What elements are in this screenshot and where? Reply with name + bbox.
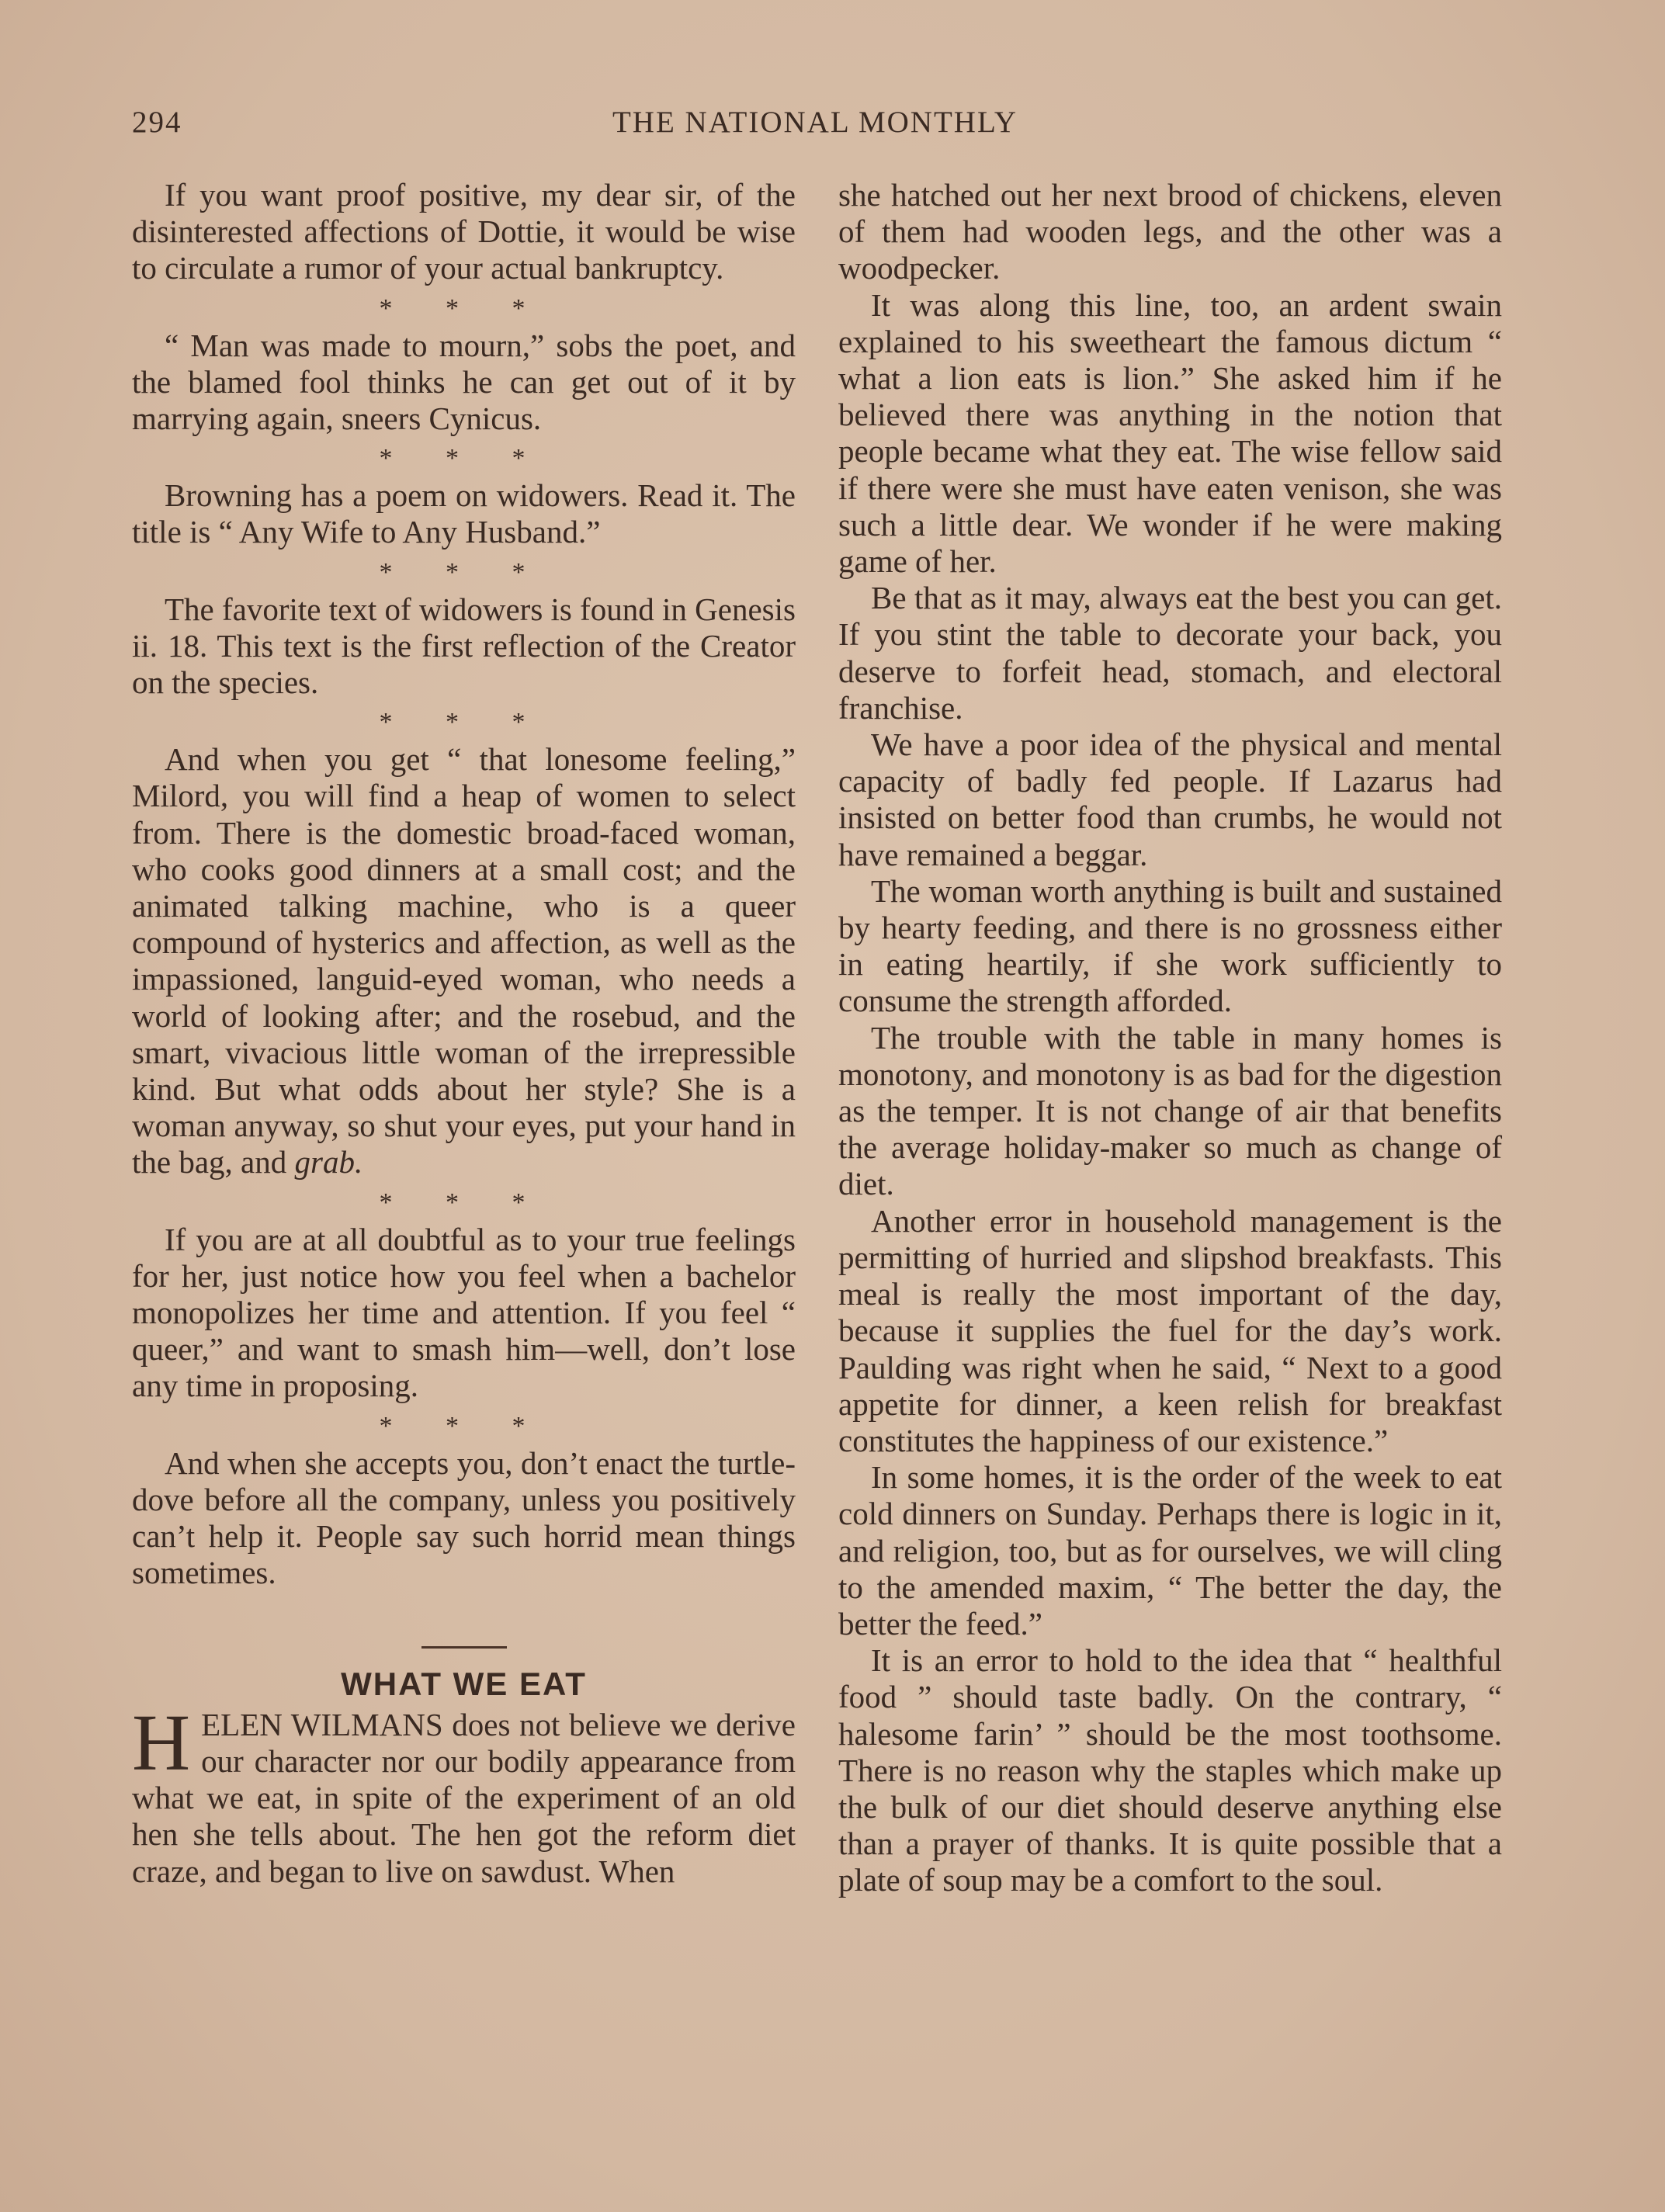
section-heading: WHAT WE EAT <box>341 1665 587 1702</box>
drop-cap: H <box>132 1697 191 1787</box>
paragraph: The favorite text of widowers is found in Genesis ii. 18. This text is the first reflection of the Creator on the species. <box>132 591 796 701</box>
paragraph: she hatched out her next brood of chickens, eleven of them had wooden legs, and the other was a woodpecker. <box>838 177 1502 286</box>
paragraph: The trouble with the table in many homes is monotony, and monotony is as bad for the digestion as the temper. It is not change of air that benefits the average holiday-maker so much as change of diet. <box>838 1019 1502 1202</box>
paragraph-text: And when you get “ that lonesome feeling,” Milord, you will find a heap of women to select from. There is the domestic broad-faced woman, who cooks good dinners at a small cost; and the animated talking machine, who is a queer compound of hysterics and affection, as well as the impassioned, languid-eyed woman, who needs a world of looking after; and the rosebud, and the smart, vivacious little woman of the irrepressible kind. But what odds about her style? She is a woman anyway, so shut your eyes, put your hand in the bag, and <box>132 741 796 1181</box>
paragraph: “ Man was made to mourn,” sobs the poet, and the blamed fool thinks he can get out of it by marrying again, sneers Cynicus. <box>132 327 796 437</box>
page-number: 294 <box>132 106 182 139</box>
section-separator: * * * <box>379 444 549 473</box>
paragraph <box>132 1697 796 1890</box>
paragraph <box>132 741 796 1181</box>
paragraph: In some homes, it is the order of the week to eat cold dinners on Sunday. Perhaps there is logic in it, and religion, too, but as for ourselves, we will cling to the amended maxim, “ The better the day, the better the feed.” <box>838 1459 1502 1642</box>
section-separator: * * * <box>379 557 549 587</box>
paragraph: And when she accepts you, don’t enact the turtle-dove before all the company, unless you positively can’t help it. People say such horrid mean things sometimes. <box>132 1444 796 1591</box>
section-separator: * * * <box>379 1411 549 1441</box>
section-separator: * * * <box>379 293 549 323</box>
paragraph: Browning has a poem on widowers. Read it. The title is “ Any Wife to Any Husband.” <box>132 477 796 550</box>
paragraph: It is an error to hold to the idea that “ healthful food ” should taste badly. On the contrary, “ halesome farin’ ” should be the most toothsome. There is no reason why the staples which make up the bulk of our diet should deserve anything else than a prayer of thanks. It is quite possible that a plate of soup may be a comfort to the soul. <box>838 1642 1502 1898</box>
paragraph: If you want proof positive, my dear sir, of the disinterested affections of Dottie, it would be wise to circulate a rumor of your actual bankruptcy. <box>132 177 796 286</box>
page-header <box>132 105 1498 151</box>
paragraph: Another error in household management is the permitting of hurried and slipshod breakfasts. This meal is really the most important of the day, because it supplies the fuel for the day’s work. Paulding was right when he said, “ Next to a good appetite for dinner, a keen relish for breakfast constitutes the happiness of our existence.” <box>838 1202 1502 1458</box>
section-separator: * * * <box>379 708 549 737</box>
left-column <box>132 177 796 1890</box>
right-column <box>838 177 1502 1899</box>
paragraph: It was along this line, too, an ardent swain explained to his sweetheart the famous dictum “ what a lion eats is lion.” She asked him if he believed there was anything in the notion that people became what they eat. The wise fellow said if there were she must have eaten venison, she was such a little dear. We wonder if he were making game of her. <box>838 286 1502 580</box>
paragraph: If you are at all doubtful as to your true feelings for her, just notice how you feel when a bachelor monopolizes her time and attention. If you feel “ queer,” and want to smash him—well, don’t lose any time in proposing. <box>132 1221 796 1404</box>
heading-rule <box>421 1646 507 1649</box>
paragraph: We have a poor idea of the physical and mental capacity of badly fed people. If Lazarus had insisted on better food than crumbs, he would not have remained a beggar. <box>838 726 1502 872</box>
paragraph: The woman worth anything is built and sustained by hearty feeding, and there is no grossness either in eating heartily, if she work sufficiently to consume the strength afforded. <box>838 872 1502 1019</box>
section-separator: * * * <box>379 1187 549 1217</box>
italic-word: grab. <box>294 1144 363 1181</box>
paragraph: Be that as it may, always eat the best you can get. If you stint the table to decorate your back, you deserve to forfeit head, stomach, and electoral franchise. <box>838 580 1502 726</box>
running-title: THE NATIONAL MONTHLY <box>612 106 1018 139</box>
paragraph-text: ELEN WILMANS does not believe we derive our character nor our bodily appearance from what we eat, in spite of the experiment of an old hen she tells about. The hen got the reform diet craze, and began to live on sawdust. When <box>132 1706 796 1889</box>
